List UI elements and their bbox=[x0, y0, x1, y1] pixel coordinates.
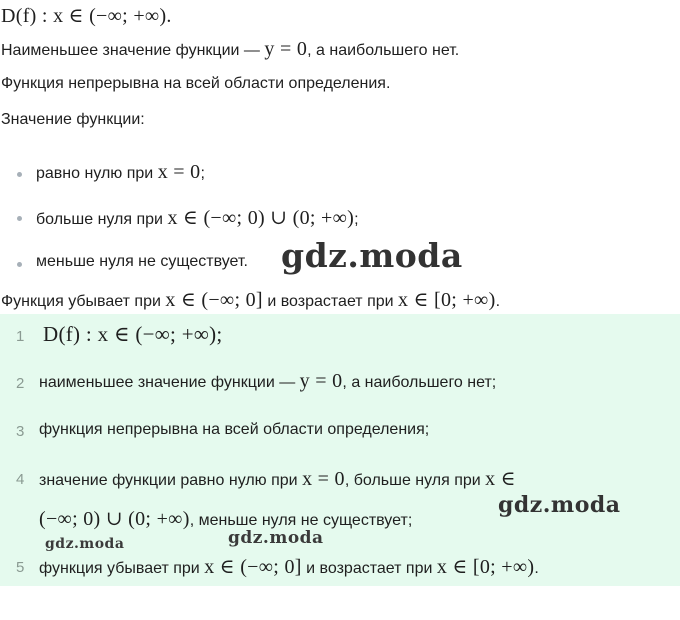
answer-item-values-continued bbox=[39, 506, 412, 531]
answer-item-continuity: функция непрерывна на всей области определения; bbox=[39, 421, 430, 438]
answer-number: 2 bbox=[16, 375, 25, 392]
watermark-logo: gdz.moda bbox=[45, 536, 125, 552]
bullet-math: x ∈ (−∞; 0) ∪ (0; +∞) bbox=[167, 207, 355, 229]
monotonic-mid: и возрастает при bbox=[262, 293, 399, 310]
bullet-prefix: равно нулю при bbox=[36, 165, 158, 182]
domain-line: D(f) : x ∈ (−∞; +∞). bbox=[1, 5, 172, 27]
answer-box bbox=[0, 314, 680, 586]
bullet-suffix: ; bbox=[354, 211, 359, 228]
min-value-prefix: Наименьшее значение функции — bbox=[1, 42, 265, 59]
bullet-item-zero bbox=[36, 161, 205, 184]
answer-math: (−∞; 0) ∪ (0; +∞) bbox=[39, 508, 190, 530]
bullet-dot bbox=[17, 262, 22, 267]
monotonic-math-decreasing: x ∈ (−∞; 0] bbox=[165, 289, 263, 311]
answer-number: 4 bbox=[16, 471, 25, 488]
answer-mid: и возрастает при bbox=[301, 560, 437, 577]
answer-item-domain: D(f) : x ∈ (−∞; +∞); bbox=[43, 322, 223, 346]
continuity-line: Функция непрерывна на всей области определения. bbox=[1, 75, 391, 92]
answer-prefix: значение функции равно нулю при bbox=[39, 472, 303, 489]
monotonic-line bbox=[1, 287, 500, 312]
answer-number: 1 bbox=[16, 328, 25, 345]
answer-item-monotonic bbox=[39, 554, 539, 579]
watermark-logo: gdz.moda bbox=[498, 492, 621, 518]
bullet-dot bbox=[17, 216, 22, 221]
answer-prefix: наименьшее значение функции — bbox=[39, 374, 300, 391]
values-heading: Значение функции: bbox=[1, 111, 145, 128]
answer-suffix: . bbox=[534, 560, 539, 577]
answer-prefix: функция убывает при bbox=[39, 560, 205, 577]
bullet-item-negative bbox=[36, 253, 248, 271]
monotonic-prefix: Функция убывает при bbox=[1, 293, 166, 310]
answer-math: x ∈ [0; +∞) bbox=[436, 556, 535, 578]
answer-math: x ∈ (−∞; 0] bbox=[204, 556, 302, 578]
bullet-suffix: ; bbox=[200, 165, 205, 182]
bullet-math: x = 0 bbox=[157, 161, 201, 183]
bullet-item-positive bbox=[36, 205, 359, 230]
answer-number: 3 bbox=[16, 423, 25, 440]
bullet-dot bbox=[17, 172, 22, 177]
answer-item-values bbox=[39, 466, 516, 491]
min-value-suffix: , а наибольшего нет. bbox=[307, 42, 460, 59]
monotonic-math-increasing: x ∈ [0; +∞) bbox=[398, 289, 496, 311]
watermark-logo: gdz.moda bbox=[281, 236, 463, 275]
answer-math: y = 0 bbox=[299, 370, 343, 392]
bullet-prefix: меньше нуля не существует. bbox=[36, 253, 248, 270]
monotonic-suffix: . bbox=[495, 293, 501, 310]
answer-suffix: , а наибольшего нет; bbox=[342, 374, 497, 391]
answer-item-min bbox=[39, 370, 496, 393]
answer-mid: , больше нуля при bbox=[344, 472, 486, 489]
answer-math: x ∈ bbox=[485, 468, 516, 490]
min-value-line bbox=[1, 38, 459, 61]
answer-suffix: , меньше нуля не существует; bbox=[189, 512, 413, 529]
bullet-prefix: больше нуля при bbox=[36, 211, 168, 228]
min-value-math: y = 0 bbox=[264, 38, 308, 60]
watermark-logo: gdz.moda bbox=[228, 528, 324, 548]
answer-math: x = 0 bbox=[302, 468, 345, 490]
answer-number: 5 bbox=[16, 559, 25, 576]
